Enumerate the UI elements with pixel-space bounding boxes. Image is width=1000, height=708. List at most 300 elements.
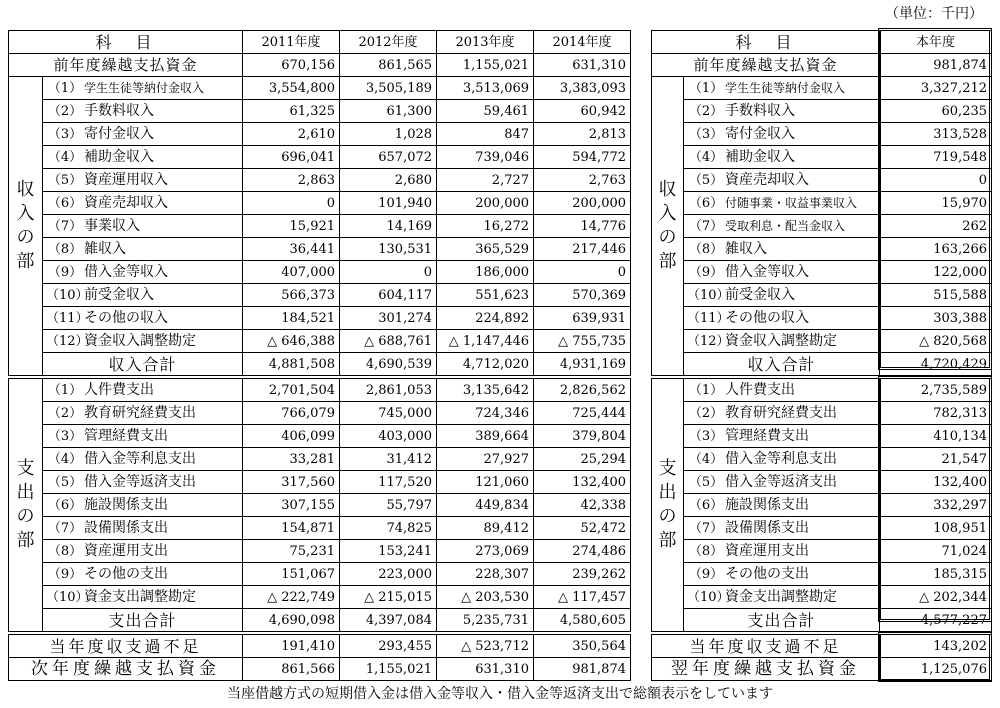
value-cell: 724,346 [437,402,534,425]
value-cell: 132,400 [880,471,992,494]
shortfall-label: 当年度収支過不足 [652,635,880,658]
next-balance-label: 翌年度繰越支払資金 [652,658,880,681]
unit-label: （単位：千円） [885,6,983,22]
value-cell: 132,400 [534,471,631,494]
current-year-header: 本年度 [880,31,992,54]
year-header: 2011年度 [243,31,340,54]
value-cell: 2,861,053 [340,379,437,402]
value-cell: 42,338 [534,494,631,517]
income-row [652,77,992,100]
income-item [684,146,880,169]
value-cell: 36,441 [243,238,340,261]
item-number: （1） [688,80,724,96]
total-cell: 4,690,098 [243,609,340,632]
section-char: 収 [658,179,677,200]
item-label: 借入金等返済支出 [725,473,837,490]
item-number: （6） [47,497,83,513]
right-expense-table [651,378,992,632]
expense-row [9,425,631,448]
expense-item [43,448,243,471]
value-cell: 1,028 [340,123,437,146]
item-label: 資産売却収入 [84,194,168,211]
income-item [684,215,880,238]
expense-total-row [652,609,992,632]
value-cell: 3,383,093 [534,77,631,100]
item-number: （4） [47,451,83,467]
value-cell: 782,313 [880,402,992,425]
section-label [652,379,684,632]
section-char: 出 [16,482,35,503]
value-cell: 379,804 [534,425,631,448]
right-summary-table [651,634,992,681]
income-row [9,261,631,284]
item-number: （5） [47,474,83,490]
expense-item [684,448,880,471]
item-number: （3） [47,428,83,444]
item-number: （2） [688,405,724,421]
item-number: （9） [47,264,83,280]
expense-item [684,494,880,517]
section-label [652,77,684,376]
item-number: （1） [688,382,724,398]
income-row [9,238,631,261]
value-cell: 121,060 [437,471,534,494]
expense-item [43,379,243,402]
expense-row [9,379,631,402]
expense-row [652,379,992,402]
value-cell: 1,155,021 [437,54,534,77]
item-number: （12） [46,333,89,349]
item-number: （7） [688,218,724,234]
value-cell: 594,772 [534,146,631,169]
value-cell: 15,970 [880,192,992,215]
value-cell: 55,797 [340,494,437,517]
value-cell: 631,310 [437,658,534,681]
value-cell: 670,156 [243,54,340,77]
expense-row [9,494,631,517]
total-cell: 4,712,020 [437,353,534,376]
item-number: （10） [687,287,730,303]
value-cell: 389,664 [437,425,534,448]
expense-item [684,517,880,540]
header-row [9,31,631,54]
value-cell: 406,099 [243,425,340,448]
value-cell: 696,041 [243,146,340,169]
value-cell: 228,307 [437,563,534,586]
item-label: 設備関係支出 [84,519,168,536]
item-number: （5） [688,172,724,188]
item-number: （9） [47,566,83,582]
value-cell: △ 117,457 [534,586,631,609]
prev-balance-row [9,54,631,77]
income-row [9,77,631,100]
expense-row [652,471,992,494]
income-item [43,238,243,261]
value-cell: △ 646,388 [243,330,340,353]
item-label: 学生生徒等納付金収入 [84,80,205,95]
section-char: の [658,227,677,248]
expense-item [43,494,243,517]
value-cell: 1,155,021 [340,658,437,681]
value-cell: 191,410 [243,635,340,658]
income-row [652,284,992,307]
income-total-label: 収入合計 [43,353,243,376]
item-label: 教育研究経費支出 [725,404,837,421]
section-label [9,77,43,376]
value-cell: 745,000 [340,402,437,425]
item-label: 借入金等収入 [725,263,809,280]
section-char: の [16,506,35,527]
expense-total-row [9,609,631,632]
section-char: 部 [658,530,677,551]
value-cell: 143,202 [880,635,992,658]
expense-item [43,540,243,563]
value-cell: 739,046 [437,146,534,169]
item-number: （10） [46,589,89,605]
value-cell: 74,825 [340,517,437,540]
item-number: （5） [47,172,83,188]
value-cell: 273,069 [437,540,534,563]
item-number: （10） [46,287,89,303]
value-cell: 2,727 [437,169,534,192]
income-item [43,284,243,307]
expense-row [652,563,992,586]
expense-item [43,425,243,448]
item-label: その他の収入 [84,309,168,326]
value-cell: 332,297 [880,494,992,517]
income-item [684,284,880,307]
section-char: 入 [16,203,35,224]
expense-item [684,425,880,448]
item-label: 手数料収入 [84,102,154,119]
value-cell: 3,554,800 [243,77,340,100]
item-label: 資金収入調整勘定 [725,332,837,349]
footnote: 当座借越方式の短期借入金は借入金等収入・借入金等返済支出で総額表示をしています [227,686,773,702]
value-cell: 0 [880,169,992,192]
item-label: 借入金等収入 [84,263,168,280]
item-number: （3） [47,126,83,142]
value-cell: 3,513,069 [437,77,534,100]
value-cell: 89,412 [437,517,534,540]
left-expense-table [8,378,631,632]
value-cell: △ 1,147,446 [437,330,534,353]
income-item [43,261,243,284]
item-label: 前受金収入 [84,286,154,303]
item-label: 寄付金収入 [84,125,154,142]
income-total-row [9,353,631,376]
expense-row [652,402,992,425]
item-label: 設備関係支出 [725,519,809,536]
value-cell: 2,826,562 [534,379,631,402]
subject-header: 科 目 [652,31,880,54]
total-cell: 4,881,508 [243,353,340,376]
item-label: 管理経費支出 [725,427,809,444]
section-char: の [16,227,35,248]
item-label: 資産売却収入 [725,171,809,188]
value-cell: 274,486 [534,540,631,563]
income-item [684,238,880,261]
value-cell: 117,520 [340,471,437,494]
shortfall-row [652,635,992,658]
value-cell: 200,000 [534,192,631,215]
item-label: その他の収入 [725,309,809,326]
value-cell: 2,610 [243,123,340,146]
expense-item [684,471,880,494]
item-number: （6） [688,497,724,513]
item-label: 施設関係支出 [725,496,809,513]
item-number: （1） [47,80,83,96]
expense-row [9,471,631,494]
total-cell: 4,577,227 [880,609,992,632]
section-char: 出 [658,482,677,503]
item-label: 借入金等利息支出 [84,450,196,467]
section-char: 部 [16,530,35,551]
right-income-table [651,30,992,376]
value-cell: 184,521 [243,307,340,330]
value-cell: 2,680 [340,169,437,192]
value-cell: 75,231 [243,540,340,563]
item-label: 教育研究経費支出 [84,404,196,421]
item-number: （8） [47,241,83,257]
value-cell: 163,266 [880,238,992,261]
value-cell: 301,274 [340,307,437,330]
year-header: 2014年度 [534,31,631,54]
value-cell: 122,000 [880,261,992,284]
income-item [43,100,243,123]
expense-row [652,586,992,609]
income-total-label: 収入合計 [684,353,880,376]
item-number: （11） [46,310,89,326]
total-cell: 4,690,539 [340,353,437,376]
expense-item [684,402,880,425]
item-label: 資金支出調整勘定 [84,588,196,605]
item-number: （8） [688,241,724,257]
value-cell: 570,369 [534,284,631,307]
section-char: の [658,506,677,527]
section-label [9,379,43,632]
value-cell: 14,776 [534,215,631,238]
income-row [9,307,631,330]
value-cell: 307,155 [243,494,340,517]
income-item [684,307,880,330]
item-number: （11） [687,310,730,326]
item-number: （4） [688,451,724,467]
value-cell: 725,444 [534,402,631,425]
value-cell: △ 203,530 [437,586,534,609]
income-row [9,169,631,192]
value-cell: 2,863 [243,169,340,192]
next-balance-label: 次年度繰越支払資金 [9,658,243,681]
item-label: その他の支出 [84,565,168,582]
expense-item [43,517,243,540]
value-cell: 59,461 [437,100,534,123]
section-char: 支 [658,458,677,479]
expense-row [9,402,631,425]
item-label: 前受金収入 [725,286,795,303]
value-cell: 2,701,504 [243,379,340,402]
item-label: 付随事業・収益事業収入 [725,195,858,210]
item-number: （2） [688,103,724,119]
item-label: 資産運用支出 [725,542,809,559]
value-cell: 200,000 [437,192,534,215]
income-row [9,330,631,353]
total-cell: 4,931,169 [534,353,631,376]
value-cell: 566,373 [243,284,340,307]
shortfall-label: 当年度収支過不足 [9,635,243,658]
item-number: （2） [47,103,83,119]
total-cell: 4,720,429 [880,353,992,376]
value-cell: 223,000 [340,563,437,586]
expense-row [652,517,992,540]
value-cell: 0 [340,261,437,284]
item-label: 寄付金収入 [725,125,795,142]
value-cell: 365,529 [437,238,534,261]
item-number: （6） [47,195,83,211]
expense-row [9,517,631,540]
income-item [684,261,880,284]
item-number: （8） [47,543,83,559]
shortfall-row [9,635,631,658]
expense-item [684,379,880,402]
value-cell: 515,588 [880,284,992,307]
value-cell: 130,531 [340,238,437,261]
value-cell: 185,315 [880,563,992,586]
item-label: 資金収入調整勘定 [84,332,196,349]
expense-row [652,448,992,471]
expense-total-label: 支出合計 [684,609,880,632]
item-number: （12） [687,333,730,349]
income-item [43,330,243,353]
income-item [43,77,243,100]
income-item [684,100,880,123]
header-row [652,31,992,54]
item-number: （3） [688,126,724,142]
item-label: 手数料収入 [725,102,795,119]
value-cell: 847 [437,123,534,146]
item-number: （7） [688,520,724,536]
expense-item [43,471,243,494]
value-cell: 861,566 [243,658,340,681]
prev-balance-label: 前年度繰越支払資金 [9,54,243,77]
expense-total-label: 支出合計 [43,609,243,632]
next-balance-row [652,658,992,681]
income-row [652,169,992,192]
value-cell: 2,763 [534,169,631,192]
value-cell: 60,942 [534,100,631,123]
income-row [652,307,992,330]
expense-item [43,563,243,586]
value-cell: 604,117 [340,284,437,307]
income-row [9,192,631,215]
value-cell: 239,262 [534,563,631,586]
item-label: 補助金収入 [84,148,154,165]
item-number: （7） [47,218,83,234]
value-cell: 293,455 [340,635,437,658]
income-item [684,77,880,100]
item-label: 雑収入 [84,240,126,257]
value-cell: 861,565 [340,54,437,77]
total-cell: 4,580,605 [534,609,631,632]
item-label: その他の支出 [725,565,809,582]
expense-row [9,540,631,563]
item-label: 施設関係支出 [84,496,168,513]
value-cell: 631,310 [534,54,631,77]
income-row [652,123,992,146]
value-cell: △ 820,568 [880,330,992,353]
income-row [9,215,631,238]
value-cell: △ 222,749 [243,586,340,609]
income-row [652,261,992,284]
income-item [43,146,243,169]
income-item [684,192,880,215]
total-cell: 4,397,084 [340,609,437,632]
item-number: （8） [688,543,724,559]
income-row [652,215,992,238]
section-char: 収 [16,179,35,200]
income-item [43,169,243,192]
item-number: （2） [47,405,83,421]
income-row [652,238,992,261]
income-row [652,100,992,123]
value-cell: 16,272 [437,215,534,238]
value-cell: 151,067 [243,563,340,586]
value-cell: 33,281 [243,448,340,471]
subject-header: 科 目 [9,31,243,54]
value-cell: 403,000 [340,425,437,448]
expense-item [43,402,243,425]
year-header: 2013年度 [437,31,534,54]
value-cell: 61,325 [243,100,340,123]
item-number: （9） [688,566,724,582]
income-row [9,284,631,307]
item-label: 学生生徒等納付金収入 [725,80,846,95]
value-cell: 657,072 [340,146,437,169]
value-cell: 21,547 [880,448,992,471]
item-number: （3） [688,428,724,444]
income-item [43,215,243,238]
value-cell: 52,472 [534,517,631,540]
value-cell: △ 755,735 [534,330,631,353]
expense-item [684,586,880,609]
item-label: 資産運用収入 [84,171,168,188]
value-cell: 317,560 [243,471,340,494]
income-row [652,330,992,353]
value-cell: 14,169 [340,215,437,238]
value-cell: 449,834 [437,494,534,517]
value-cell: 0 [534,261,631,284]
year-header: 2012年度 [340,31,437,54]
item-label: 資産運用支出 [84,542,168,559]
expense-row [9,586,631,609]
prev-balance-label: 前年度繰越支払資金 [652,54,880,77]
item-label: 人件費支出 [725,381,795,398]
value-cell: 3,135,642 [437,379,534,402]
value-cell: 407,000 [243,261,340,284]
item-label: 受取利息・配当金収入 [725,218,846,233]
section-char: 支 [16,458,35,479]
expense-item [684,563,880,586]
item-label: 借入金等利息支出 [725,450,837,467]
item-label: 補助金収入 [725,148,795,165]
value-cell: 71,024 [880,540,992,563]
value-cell: 551,623 [437,284,534,307]
value-cell: 303,388 [880,307,992,330]
item-label: 雑収入 [725,240,767,257]
income-item [684,169,880,192]
value-cell: 981,874 [534,658,631,681]
value-cell: 2,813 [534,123,631,146]
value-cell: 60,235 [880,100,992,123]
